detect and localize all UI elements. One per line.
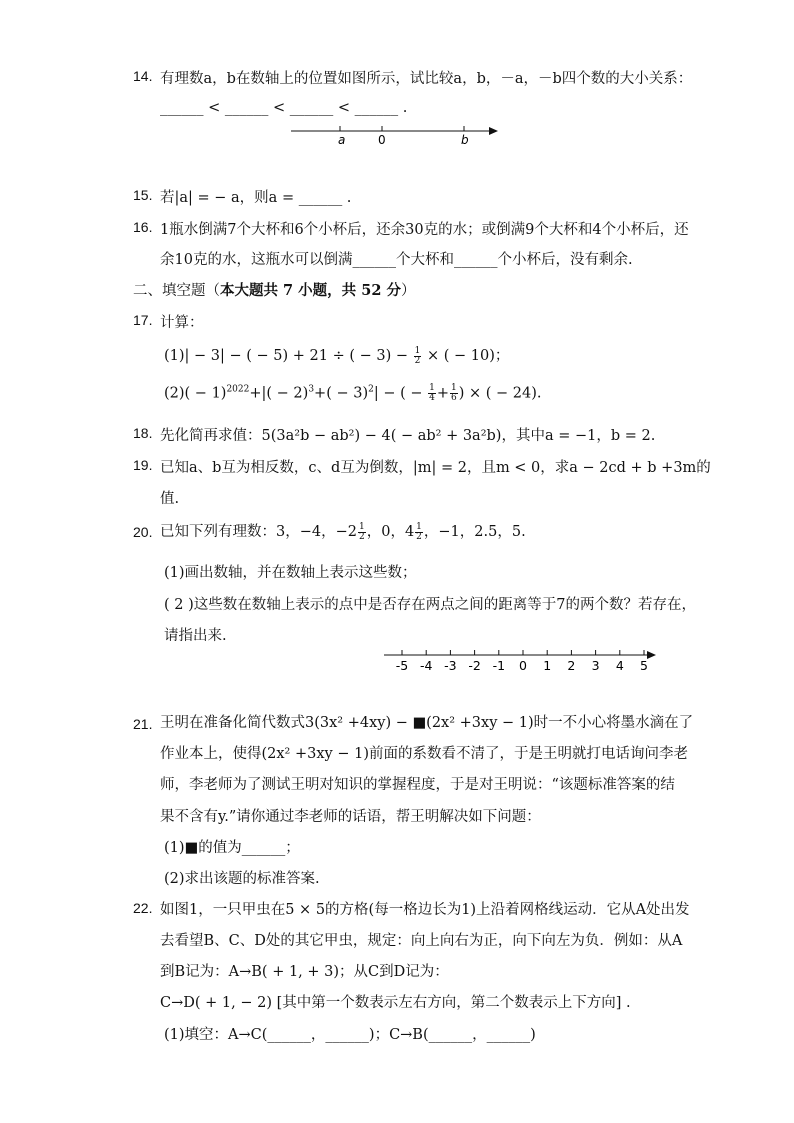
axis-tick-label: 3 (591, 658, 600, 673)
q21-line3: 师，李老师为了测试王明对知识的掌握程度，于是对王明说：“该题标准答案的结 (160, 777, 675, 793)
q18-number: 18. (133, 425, 153, 441)
q16-line1: 1瓶水倒满7个大杯和6个小杯后，还余30克的水；或倒满9个大杯和4个小杯后，还 (160, 222, 689, 238)
q20-part1: (1)画出数轴，并在数轴上表示这些数； (164, 565, 417, 581)
axis-tick-label: 4 (615, 658, 624, 673)
q22-number: 22. (133, 900, 153, 916)
section-subtitle: 本大题共 7 小题，共 52 分 (220, 282, 401, 299)
q19-line1: 已知a、b互为相反数，c、d互为倒数，|m| = 2，且m < 0，求a − 2cd + b +3m的 (160, 460, 711, 476)
q21-line2: 作业本上，使得(2x² +3xy − 1)前面的系数看不清了，于是王明就打电话询问李老 (160, 746, 688, 762)
axis-tick-label: 1 (543, 658, 552, 673)
section-heading (133, 279, 415, 300)
q17-number: 17. (133, 312, 153, 328)
q20-part2-line1: ( 2 )这些数在数轴上表示的点中是否存在两点之间的距离等于7的两个数？若存在， (164, 597, 696, 613)
q21-line4: 果不含有y.”请你通过李老师的话语，帮王明解决如下问题： (160, 809, 541, 825)
q20-number: 20. (133, 524, 153, 540)
q21-line1: 王明在准备化简代数式3(3x² +4xy) − ■(2x² +3xy − 1)时一不小心将墨水滴在了 (160, 715, 694, 731)
q22-line1: 如图1，一只甲虫在5 × 5的方格(每一格边长为1)上沿着网格线运动．它从A处出发 (160, 902, 690, 918)
q21-part1[interactable]: (1)■的值为______； (164, 840, 300, 856)
q21-number: 21. (133, 716, 153, 732)
axis-tick-label: -4 (419, 658, 433, 673)
q14-text: 有理数a，b在数轴上的位置如图所示，试比较a，b，－a，－b四个数的大小关系： (160, 71, 693, 87)
axis-tick-label: -3 (444, 658, 457, 673)
fraction-half: $\frac{1}{2}$ (414, 345, 421, 366)
fraction-quarter: $\frac{1}{4}$ (429, 383, 435, 403)
q22-line3: 到B记为：A→B( + 1, + 3)；从C到D记为： (160, 964, 449, 980)
q17-title: 计算： (160, 315, 204, 331)
q14-number-line (288, 122, 503, 148)
q15-number: 15. (133, 187, 153, 203)
fraction-half: $\frac{1}{2}$ (358, 521, 365, 542)
section-title-end: ） (400, 283, 416, 299)
axis-tick-label: 5 (640, 658, 648, 673)
q19-line2: 值. (160, 491, 180, 507)
axis-tick-label: -5 (395, 658, 409, 673)
q14-number: 14. (133, 68, 153, 84)
fraction-half: $\frac{1}{2}$ (416, 521, 422, 542)
q18-text: 先化简再求值：5(3a²b − ab²) − 4( − ab² + 3a²b)，其中a = −1，b = 2. (160, 428, 656, 444)
q22-part1[interactable]: (1)填空：A→C(______，______)；C→B(______，______) (164, 1027, 536, 1043)
q20-part2-line2: 请指出来. (164, 628, 227, 644)
q20-text: 已知下列有理数：3，−4，−2 $\frac{1}{2}$ ，0，4 $\frac{1}{2}$ ，−1，2.5，5. (160, 521, 526, 542)
q19-number: 19. (133, 457, 153, 473)
q16-line2[interactable]: 余10克的水，这瓶水可以倒满______个大杯和______个小杯后，没有剩余. (160, 252, 633, 268)
q14-label-b: b (461, 133, 469, 147)
section-title: 二、填空题（ (133, 283, 220, 299)
axis-tick-label: 2 (567, 658, 576, 673)
q17-part1: (1)| − 3| − ( − 5) + 21 ÷ ( − 3) − $\frac{1}{2}$ × ( − 10)； (164, 345, 510, 366)
q14-label-zero: 0 (378, 133, 386, 147)
fraction-sixth: $\frac{1}{6}$ (451, 383, 457, 403)
q15-text[interactable]: 若|a| = − a，则a = ______ . (160, 190, 352, 206)
q22-line2: 去看望B、C、D处的其它甲虫，规定：向上向右为正，向下向左为负．例如：从A (160, 933, 683, 949)
q16-number: 16. (133, 219, 153, 235)
q17-part2: $(2)( - 1)^{2022}+|( - 2)^3+( - 3)^2|$ − ( − $\frac{1}{4}$ + $\frac{1}{6}$ ) × ( − 24). (164, 383, 542, 403)
q14-label-a: a (338, 133, 346, 147)
q22-line4: C→D( + 1, − 2) [其中第一个数表示左右方向，第二个数表示上下方向] . (160, 995, 631, 1011)
axis-tick-label: 0 (519, 658, 527, 673)
q20-number-line (382, 646, 662, 676)
axis-tick-label: -2 (468, 658, 481, 673)
q14-blanks[interactable]: ______ < ______ < ______ < ______ . (160, 100, 408, 116)
axis-tick-label: -1 (492, 658, 506, 673)
q21-part2: (2)求出该题的标准答案. (164, 871, 320, 887)
